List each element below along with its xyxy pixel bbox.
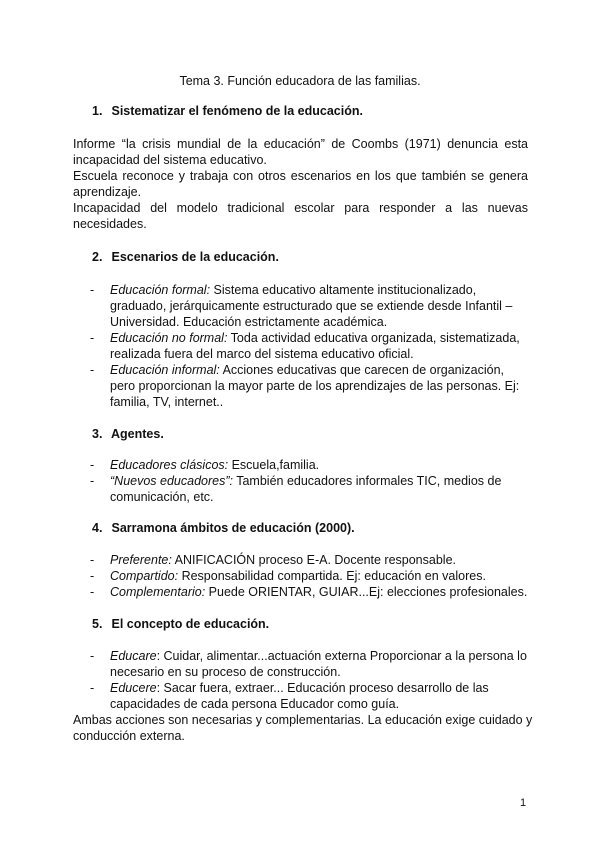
list-item <box>90 473 530 505</box>
list-text: Toda actividad educativa organizada, sistematizada, realizada fuera del marco del sistema educativo oficial. <box>110 331 520 361</box>
list-term: Educadores clásicos: <box>110 458 229 472</box>
section-2-heading <box>92 250 279 264</box>
list-dash: - <box>90 474 95 488</box>
list-item <box>90 648 530 680</box>
section-number: 1. <box>92 104 103 118</box>
list-text: : Cuidar, alimentar...actuación externa Proporcionar a la persona lo necesario en su proceso de construcción. <box>110 649 527 679</box>
list-item <box>90 362 530 410</box>
list-item <box>90 457 530 473</box>
list-term: Compartido: <box>110 569 179 583</box>
list-item <box>90 330 530 362</box>
section-number: 3. <box>92 427 103 441</box>
list-term: Educare <box>110 649 157 663</box>
list-dash: - <box>90 283 95 297</box>
escenarios-list <box>90 282 530 410</box>
agentes-list <box>90 457 530 505</box>
concepto-list <box>90 648 530 712</box>
list-dash: - <box>90 458 95 472</box>
list-text: ANIFICACIÓN proceso E-A. Docente responsable. <box>171 553 456 567</box>
list-dash: - <box>90 553 95 567</box>
section-number: 4. <box>92 521 103 535</box>
closing-paragraph: Ambas acciones son necesarias y complementarias. La educación exige cuidado y conducción externa. <box>73 713 533 743</box>
list-text: Acciones educativas que carecen de organización, pero proporcionan la mayor parte de los aprendizajes de las personas. Ej: familia, TV, internet.. <box>110 363 520 409</box>
list-text: Escuela,familia. <box>228 458 320 472</box>
section-1-heading <box>92 104 363 118</box>
list-item <box>90 552 530 568</box>
list-term: “Nuevos educadores”: <box>110 474 233 488</box>
section-3-heading <box>92 427 164 441</box>
list-item <box>90 282 530 330</box>
list-term: Educación formal: <box>110 283 211 297</box>
list-text: : Sacar fuera, extraer... Educación proceso desarrollo de las capacidades de cada persona Educador como guía. <box>110 681 489 711</box>
list-text: Responsabilidad compartida. Ej: educación en valores. <box>178 569 486 583</box>
section-title: Agentes. <box>111 427 164 441</box>
intro-paragraph: Incapacidad del modelo tradicional escolar para responder a las nuevas necesidades. <box>73 201 528 231</box>
page-title: Tema 3. Función educadora de las familias. <box>179 74 421 88</box>
list-text: También educadores informales TIC, medios de comunicación, etc. <box>110 474 502 504</box>
list-dash: - <box>90 681 95 695</box>
list-term: Preferente: <box>110 553 172 567</box>
section-4-heading <box>92 521 355 535</box>
intro-paragraph: Escuela reconoce y trabaja con otros escenarios en los que también se genera aprendizaje. <box>73 169 528 199</box>
section-number: 5. <box>92 617 103 631</box>
section-number: 2. <box>92 250 103 264</box>
list-dash: - <box>90 585 95 599</box>
page-number: 1 <box>520 797 527 809</box>
list-dash: - <box>90 363 95 377</box>
section-title: Escenarios de la educación. <box>111 250 279 264</box>
intro-paragraph: Informe “la crisis mundial de la educación” de Coombs (1971) denuncia esta incapacidad del sistema educativo. <box>73 137 528 167</box>
list-text: Puede ORIENTAR, GUIAR...Ej: elecciones profesionales. <box>205 585 528 599</box>
list-term: Educación no formal: <box>110 331 228 345</box>
list-text: Sistema educativo altamente institucionalizado, graduado, jerárquicamente estructurado que se extiende desde Infantil – Universidad. Educación estrictamente académica. <box>110 283 513 329</box>
list-dash: - <box>90 569 95 583</box>
list-dash: - <box>90 331 95 345</box>
list-item <box>90 680 530 712</box>
section-title: Sistematizar el fenómeno de la educación. <box>111 104 363 118</box>
list-item <box>90 568 530 584</box>
ambitos-list <box>90 552 530 600</box>
list-term: Educación informal: <box>110 363 220 377</box>
intro-paragraphs <box>73 136 528 232</box>
section-title: Sarramona ámbitos de educación (2000). <box>111 521 355 535</box>
section-title: El concepto de educación. <box>111 617 270 631</box>
list-item <box>90 584 530 600</box>
list-dash: - <box>90 649 95 663</box>
section-5-heading <box>92 617 269 631</box>
list-term: Complementario: <box>110 585 206 599</box>
list-term: Educere <box>110 681 157 695</box>
